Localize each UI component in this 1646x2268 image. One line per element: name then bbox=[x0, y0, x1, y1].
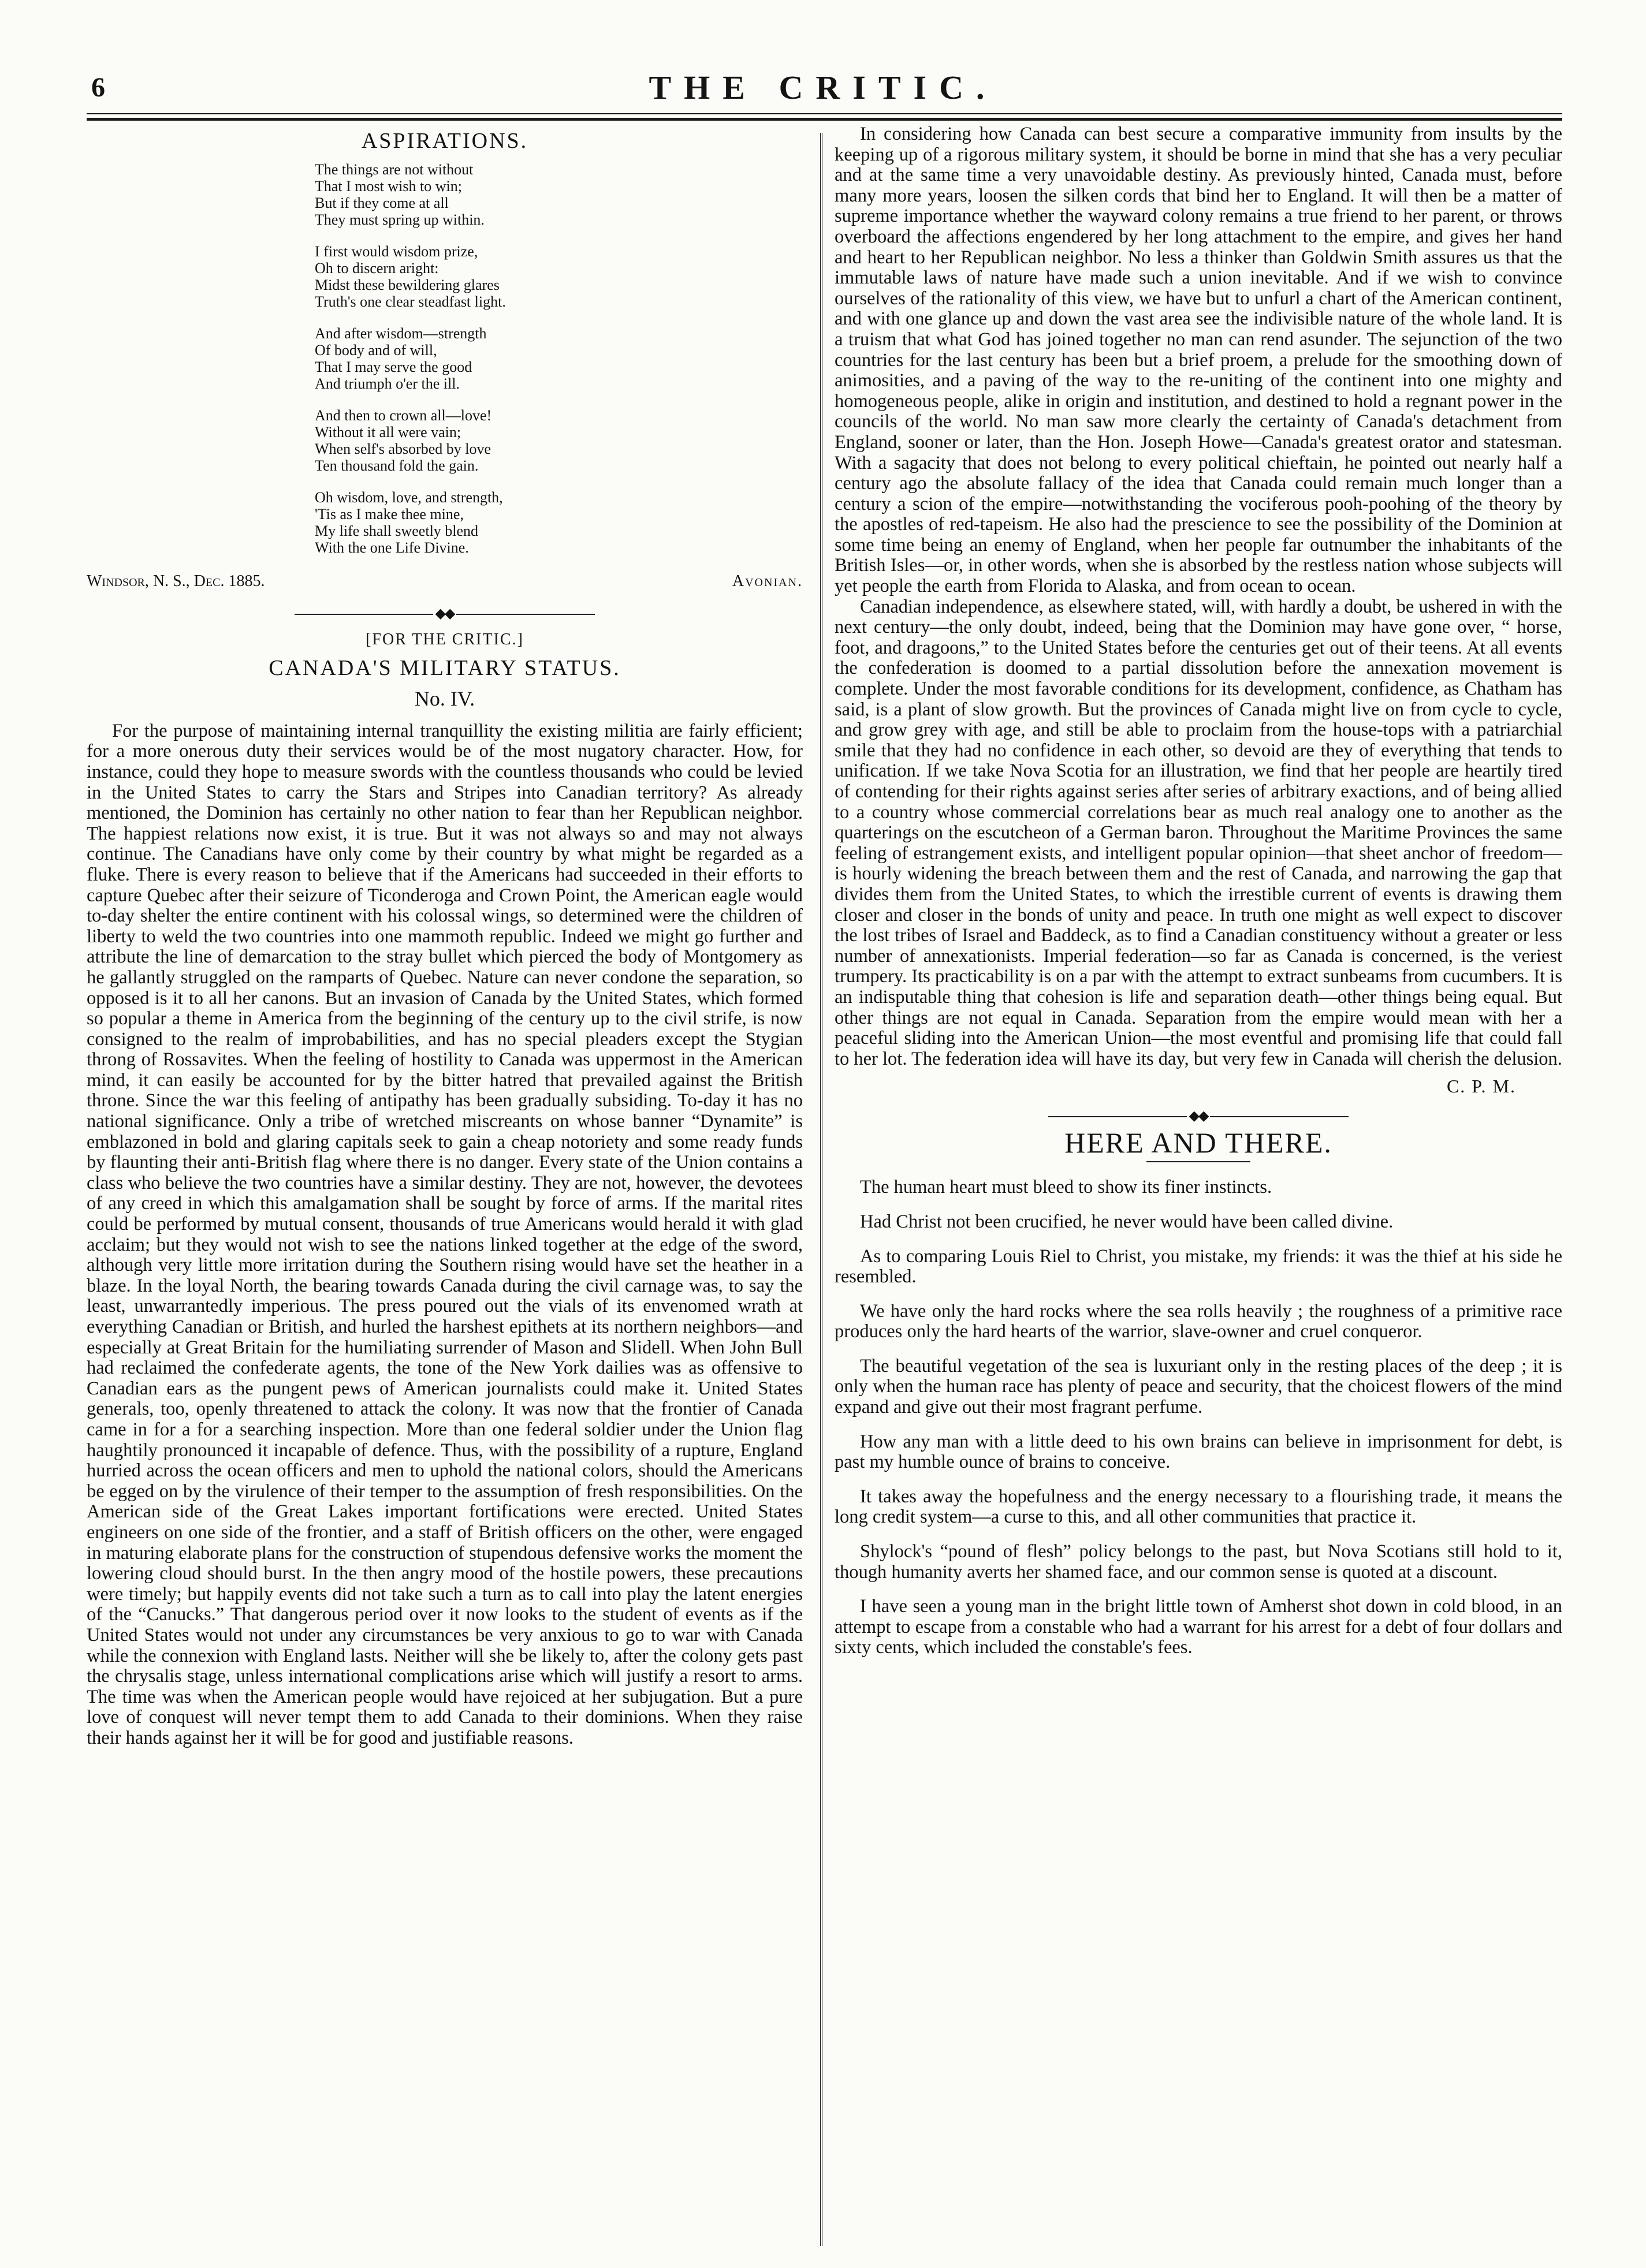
list-item: How any man with a little deed to his own brains can believe in imprisonment for debt, is past my humble ounce of brains to conceive. bbox=[835, 1431, 1562, 1473]
list-item: The beautiful vegetation of the sea is luxuriant only in the resting places of the deep ; it is only when the human race has plenty of peace and security, that the choicest flowers of the mind expand and give out their most fragrant perfume. bbox=[835, 1355, 1562, 1418]
poem-line: Midst these bewildering glares bbox=[315, 276, 500, 293]
poem-line: That I most wish to win; bbox=[315, 177, 462, 195]
poem-line: Truth's one clear steadfast light. bbox=[315, 293, 506, 310]
poem-stanza bbox=[315, 325, 803, 392]
masthead: THE CRITIC. bbox=[649, 69, 997, 106]
header-rule-bottom bbox=[87, 118, 1562, 121]
poem-line: Ten thousand fold the gain. bbox=[315, 457, 479, 474]
left-column bbox=[87, 124, 803, 1748]
article-part-number: No. IV. bbox=[414, 687, 475, 711]
poem-line: And after wisdom—strength bbox=[315, 324, 487, 342]
poem bbox=[315, 161, 803, 556]
article-paragraph: In considering how Canada can best secure a comparative immunity from insults by the keeping up of a rigorous military system, it should be borne in mind that she has a very peculiar and at the same time a very unavoidable destiny. As previously hinted, Canada must, before many more years, loosen the silken cords that bind her to England. It will then be a matter of supreme importance whether the wayward colony remains a true friend to her parent, or throws overboard the affections engendered by her long attachment to the empire, and gives her hand and heart to her Republican neighbor. No less a thinker than Goldwin Smith assures us that the immutable laws of nature have made such a union inevitable. And if we wish to convince ourselves of the rationality of this view, we have but to unfurl a chart of the American continent, and with one glance up and down the vast area see the indivisible nature of the whole land. It is a truism that what God has joined together no man can rend asunder. The sejunction of the two countries for the last century has been but a brief proem, a prelude for the smoothing down of animosities, and a paving of the way to the re-uniting of the continent into one mighty and homogeneous people, alike in origin and institution, and destined to hold a regnant power in the councils of the world. No man saw more clearly the certainty of Canada's detachment from England, sooner or later, than the Hon. Joseph Howe—Canada's greatest orator and statesman. With a sagacity that does not belong to every political chieftain, he pointed out nearly half a century ago the absolute fallacy of the idea that Canada could remain much longer than a century a scion of the empire—notwithstanding the vociferous pooh-poohing of the theory by the apostles of red-tapeism. He also had the prescience to see the possibility of the Dominion at some time being an enemy of England, when her people far outnumber the inhabitants of the British Isles—or, in other words, when she is absorbed by the restless nation whose subjects will yet people the earth from Florida to Alaska, and from ocean to ocean. bbox=[835, 124, 1562, 597]
page-header bbox=[87, 69, 1559, 115]
list-item: As to comparing Louis Riel to Christ, you mistake, my friends: it was the thief at his side he resembled. bbox=[835, 1245, 1562, 1288]
list-item: It takes away the hopefulness and the energy necessary to a flourishing trade, it means the long credit system—a curse to this, and all other communities that practice it. bbox=[835, 1486, 1562, 1528]
poem-line: My life shall sweetly blend bbox=[315, 522, 479, 539]
poem-stanza bbox=[315, 407, 803, 474]
page-number: 6 bbox=[91, 72, 105, 103]
list-item: Shylock's “pound of flesh” policy belongs to the past, but Nova Scotians still hold to it, though humanity averts her shamed face, and our common sense is quoted at a discount. bbox=[835, 1541, 1562, 1583]
poem-line: They must spring up within. bbox=[315, 211, 485, 228]
poem-line: That I may serve the good bbox=[315, 358, 472, 375]
poem-line: Without it all were vain; bbox=[315, 423, 461, 441]
poem-place-date: Windsor, N. S., Dec. 1885. bbox=[87, 572, 265, 590]
list-item: We have only the hard rocks where the sea rolls heavily ; the roughness of a primitive race produces only the hard hearts of the warrior, slave-owner and cruel conqueror. bbox=[835, 1300, 1562, 1342]
poem-line: When self's absorbed by love bbox=[315, 440, 491, 457]
article-signoff: C. P. M. bbox=[1446, 1076, 1516, 1097]
poem-line: 'Tis as I make thee mine, bbox=[315, 505, 464, 523]
poem-stanza bbox=[315, 161, 803, 228]
poem-line: Oh wisdom, love, and strength, bbox=[315, 488, 503, 506]
list-item: Had Christ not been crucified, he never would have been called divine. bbox=[860, 1211, 1394, 1232]
ornament-divider: ◆◆ bbox=[835, 1105, 1562, 1127]
header-rule-top bbox=[87, 113, 1562, 114]
poem-stanza bbox=[315, 243, 803, 310]
list-item: I have seen a young man in the bright little town of Amherst shot down in cold blood, in an attempt to escape from a constable who had a warrant for his arrest for a debt of four dollars and sixty cents, which included the constable's fees. bbox=[835, 1596, 1562, 1658]
poem-author: Avonian. bbox=[732, 572, 803, 590]
poem-line: Of body and of will, bbox=[315, 341, 437, 359]
poem-line: Oh to discern aright: bbox=[315, 259, 439, 277]
poem-signature bbox=[87, 571, 803, 592]
poem-line: The things are not without bbox=[315, 161, 474, 178]
poem-title: ASPIRATIONS. bbox=[361, 129, 528, 153]
article-kicker: [FOR THE CRITIC.] bbox=[366, 631, 524, 649]
poem-line: I first would wisdom prize, bbox=[315, 243, 478, 260]
section-title: HERE AND THERE. bbox=[1064, 1126, 1332, 1159]
poem-line: With the one Life Divine. bbox=[315, 539, 469, 556]
section-title-rule bbox=[1146, 1161, 1250, 1162]
poem-line: And then to crown all—love! bbox=[315, 406, 492, 424]
article-paragraph: For the purpose of maintaining internal tranquillity the existing militia are fairly efficient; for a more onerous duty their services would be of the most nugatory character. How, for instance, could they hope to measure swords with the countless thousands who could be levied in the United States to carry the Stars and Stripes into Canadian territory? As already mentioned, the Dominion has certainly no other nation to fear than her Republican neighbor. The happiest relations now exist, it is true. But it was not always so and may not always continue. The Canadians have only come by their country by what might be regarded as a fluke. There is every reason to believe that if the Americans had succeeded in their efforts to capture Quebec after their seizure of Ticonderoga and Crown Point, the American eagle would to-day shelter the entire continent with his colossal wings, so determined were the children of liberty to weld the two countries into one mammoth republic. Indeed we might go further and attribute the line of demarcation to the stray bullet which pierced the body of Montgomery as he gallantly struggled on the ramparts of Quebec. Nature can never condone the separation, so opposed is it to all her canons. But an invasion of Canada by the United States, which formed so popular a theme in America from the beginning of the century up to the civil strife, is now consigned to the realm of improbabilities, and has no special pleaders except the Stygian throng of Rossavites. When the feeling of hostility to Canada was uppermost in the American mind, it can easily be accounted for by the bitter hatred that prevailed against the British throne. Since the war this feeling of antipathy has been gradually subsiding. To-day it has no national significance. Only a tribe of wretched miscreants on whose banner “Dynamite” is emblazoned in bold and glaring capitals seek to gain a cheap notoriety and some ready funds by flaunting their anti-British flag where there is no danger. Every state of the Union contains a class who believe the two countries have a similar destiny. They are not, however, the devotees of any creed in which this amalgamation shall be sought by force of arms. If the marital rites could be performed by mutual consent, thousands of true Americans would herald it with glad acclaim; but they would not wish to see the nations linked together at the edge of the sword, although very little more irritation during the Southern rising would have set the heather in a blaze. In the loyal North, the bearing towards Canada during the civil carnage was, to say the least, unwarrantedly imperious. The press poured out the vials of its envenomed wrath at everything Canadian or British, and hurled the harshest epithets at its northern neighbors—and especially at Great Britain for the humiliating surrender of Mason and Slidell. When John Bull had reclaimed the confederate agents, the tone of the New York dailies was as offensive to Canadian ears as the pungent pews of American journalists could make it. United States generals, too, openly threatened to attack the colony. It was now that the frontier of Canada came in for a for a searching inspection. More than one federal soldier under the Union flag haughtily pronounced it incapable of defence. Thus, with the possibility of a rupture, England hurried across the ocean officers and men to uphold the national colors, should the Americans be egged on by the virulence of their temper to the assumption of fresh responsibilities. On the American side of the Great Lakes important fortifications were erected. United States engineers on one side of the frontier, and a staff of British officers on the other, were engaged in maturing elaborate plans for the construction of stupendous defensive works the moment the lowering cloud should burst. In the then angry mood of the hostile powers, these precautions were timely; but happily events did not take such a turn as to call into play the latent energies of the “Canucks.” That dangerous period over it now looks to the student of events as if the United States would not under any circumstances be very anxious to go to war with Canada while the connexion with England lasts. Neither will she be likely to, after the colony gets past the chrysalis stage, unless international complications arise which will justify a resort to arms. The time was when the American people would have rejoiced at her subjugation. But a pure love of conquest will never tempt them to add Canada to their dominions. When they raise their hands against her it will be for good and justifiable reasons. bbox=[87, 720, 803, 1748]
poem-line: And triumph o'er the ill. bbox=[315, 375, 460, 392]
article-paragraph: Canadian independence, as elsewhere stated, will, with hardly a doubt, be ushered in with the next century—the only doubt, indeed, being that the Dominion may have gone over, “ horse, foot, and dragoons,” to the United States before the centuries get out of their teens. At all events the confederation is doomed to a partial dissolution before the annexation movement is complete. Under the most favorable conditions for its development, confidence, as Chatham has said, is a plant of slow growth. But the provinces of Canada might live on from cycle to cycle, and grow grey with age, and still be able to proclaim from the house-tops with a patriarchial smile that they had no confidence in each other, so devoid are they of everything that tends to unification. If we take Nova Scotia for an illustration, we find that her people are heartily tired of contending for their rights against series after series of arbitrary exactions, and of being allied to a country whose commercial correlations bear as much real analogy one to another as the quarterings on the escutcheon of a German baron. Throughout the Maritime Provinces the same feeling of estrangement exists, and intelligent popular opinion—that sheet anchor of freedom—is hourly widening the breach between them and the rest of Canada, and narrowing the gap that divides them from the United States, to which the irrestible current of events is drawing them closer and closer in the bonds of unity and peace. In truth one might as well expect to discover the lost tribes of Israel and Baddeck, as to find a Canadian constituency without a greater or less number of annexationists. Imperial federation—so far as Canada is concerned, is the veriest trumpery. Its practicability is on a par with the attempt to extract sunbeams from cucumbers. It is an indisputable thing that cohesion is life and separation death—other things being equal. But other things are not equal in Canada. Separation from the empire would mean with her a peaceful sliding into the American Union—the most eventful and promising life that could fall to her lot. The federation idea will have its day, but very few in Canada will cherish the delusion. bbox=[835, 596, 1562, 1069]
poem-stanza bbox=[315, 489, 803, 556]
article-title: CANADA'S MILITARY STATUS. bbox=[269, 655, 621, 680]
column-divider bbox=[820, 133, 822, 2246]
right-column bbox=[835, 124, 1562, 1672]
ornament-divider: ◆◆ bbox=[87, 603, 803, 625]
list-item: The human heart must bleed to show its finer instincts. bbox=[860, 1177, 1272, 1198]
poem-line: But if they come at all bbox=[315, 194, 449, 211]
